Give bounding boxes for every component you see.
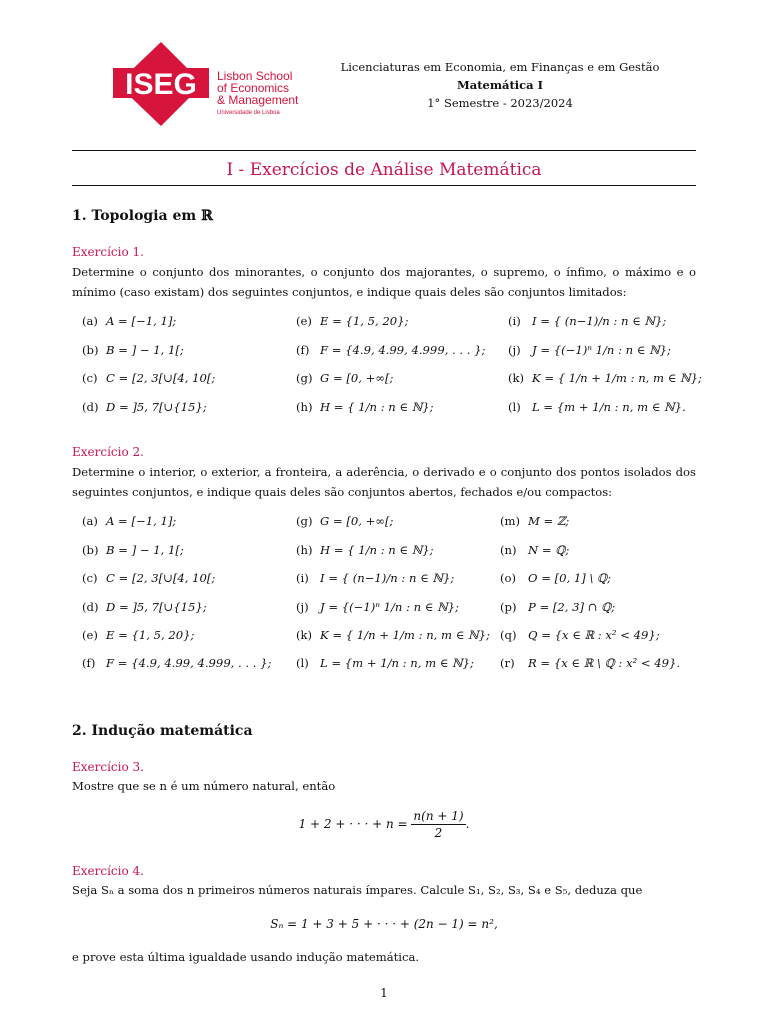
ex2-item-h: (h) H = { 1/n : n ∈ ℕ}; <box>296 543 434 557</box>
svg-text:Universidade de Lisboa: Universidade de Lisboa <box>217 110 280 116</box>
header-programs: Licenciaturas em Economia, em Finanças e em Gestão <box>340 60 660 74</box>
page-number: 1 <box>380 986 388 1000</box>
title-rule-top <box>72 150 696 151</box>
exercise-3-title: Exercício 3. <box>72 760 144 774</box>
ex2-item-j: (j) J = {(−1)ⁿ 1/n : n ∈ ℕ}; <box>296 600 459 614</box>
exercise-1-text: Determine o conjunto dos minorantes, o conjunto dos majorantes, o supremo, o ínfimo, o máximo e o mínimo (caso existam) dos seguintes conjuntos, e indique quais deles são conjuntos limitados: <box>72 265 696 299</box>
ex1-item-g: (g) G = [0, +∞[; <box>296 371 394 385</box>
ex2-item-d: (d) D = ]5, 7[∪{15}; <box>82 600 207 614</box>
logo-mark: ISEG <box>125 68 197 101</box>
ex1-item-d: (d) D = ]5, 7[∪{15}; <box>82 400 207 414</box>
ex2-item-l: (l) L = {m + 1/n : n, m ∈ ℕ}; <box>296 656 474 670</box>
svg-text:of Economics: of Economics <box>217 81 290 95</box>
exercise-2-text: Determine o interior, o exterior, a fronteira, a aderência, o derivado e o conjunto dos pontos isolados dos seguintes conjuntos, e indique quais deles são conjuntos abertos, fechados e/ou compactos: <box>72 465 696 499</box>
title-rule-bottom <box>72 185 696 186</box>
ex2-item-p: (p) P = [2, 3] ∩ ℚ; <box>500 600 616 614</box>
ex1-item-j: (j) J = {(−1)ⁿ 1/n : n ∈ ℕ}; <box>508 343 671 357</box>
section-1-title: 1. Topologia em ℝ <box>72 208 213 224</box>
ex2-item-n: (n) N = ℚ; <box>500 543 570 557</box>
ex2-item-a: (a) A = [−1, 1]; <box>82 514 177 528</box>
exercise-1-title: Exercício 1. <box>72 245 144 259</box>
ex1-item-h: (h) H = { 1/n : n ∈ ℕ}; <box>296 400 434 414</box>
ex2-item-c: (c) C = [2, 3[∪[4, 10[; <box>82 571 216 585</box>
svg-text:& Management: & Management <box>217 93 299 107</box>
document-header <box>320 58 680 112</box>
iseg-logo <box>113 40 313 128</box>
ex2-item-q: (q) Q = {x ∈ ℝ : x² < 49}; <box>500 628 660 642</box>
exercise-4-equation: Sₙ = 1 + 3 + 5 + · · · + (2n − 1) = n², <box>270 917 498 931</box>
header-course: Matemática I <box>457 78 543 92</box>
ex1-item-c: (c) C = [2, 3[∪[4, 10[; <box>82 371 216 385</box>
ex1-item-i: (i) I = { (n−1)/n : n ∈ ℕ}; <box>508 314 667 328</box>
svg-text:Lisbon School: Lisbon School <box>217 69 293 83</box>
ex2-item-i: (i) I = { (n−1)/n : n ∈ ℕ}; <box>296 571 455 585</box>
ex1-item-e: (e) E = {1, 5, 20}; <box>296 314 409 328</box>
document-title: I - Exercícios de Análise Matemática <box>226 160 542 180</box>
ex1-item-f: (f) F = {4.9, 4.99, 4.999, . . . }; <box>296 343 486 357</box>
ex2-item-g: (g) G = [0, +∞[; <box>296 514 394 528</box>
ex2-item-o: (o) O = [0, 1] \ ℚ; <box>500 571 612 585</box>
ex2-item-r: (r) R = {x ∈ ℝ \ ℚ : x² < 49}. <box>500 656 681 670</box>
ex2-item-e: (e) E = {1, 5, 20}; <box>82 628 195 642</box>
ex2-item-f: (f) F = {4.9, 4.99, 4.999, . . . }; <box>82 656 272 670</box>
ex1-item-l: (l) L = {m + 1/n : n, m ∈ ℕ}. <box>508 400 686 414</box>
exercise-2-title: Exercício 2. <box>72 445 144 459</box>
exercise-4-title: Exercício 4. <box>72 864 144 878</box>
ex1-item-a: (a) A = [−1, 1]; <box>82 314 177 328</box>
equation-lhs: 1 + 2 + · · · + n = <box>298 817 408 831</box>
ex2-item-m: (m) M = ℤ; <box>500 514 570 528</box>
ex2-item-k: (k) K = { 1/n + 1/m : n, m ∈ ℕ}; <box>296 628 490 642</box>
ex2-item-b: (b) B = ] − 1, 1[; <box>82 543 184 557</box>
ex1-item-b: (b) B = ] − 1, 1[; <box>82 343 184 357</box>
equation-fraction: $\frac{n(n + 1)}{2}$ <box>413 809 464 840</box>
exercise-3-equation: 1 + 2 + · · · + n = $\frac{n(n + 1)}{2}$ . <box>298 809 470 840</box>
exercise-3-text: Mostre que se n é um número natural, então <box>72 779 336 793</box>
ex1-item-k: (k) K = { 1/n + 1/m : n, m ∈ ℕ}; <box>508 371 702 385</box>
exercise-4-text-2: e prove esta última igualdade usando indução matemática. <box>72 950 420 964</box>
header-semester: 1° Semestre - 2023/2024 <box>427 96 573 110</box>
section-2-title: 2. Indução matemática <box>72 723 253 739</box>
exercise-4-text: Seja Sₙ a soma dos n primeiros números naturais ímpares. Calcule S₁, S₂, S₃, S₄ e S₅, deduza que <box>72 883 643 897</box>
